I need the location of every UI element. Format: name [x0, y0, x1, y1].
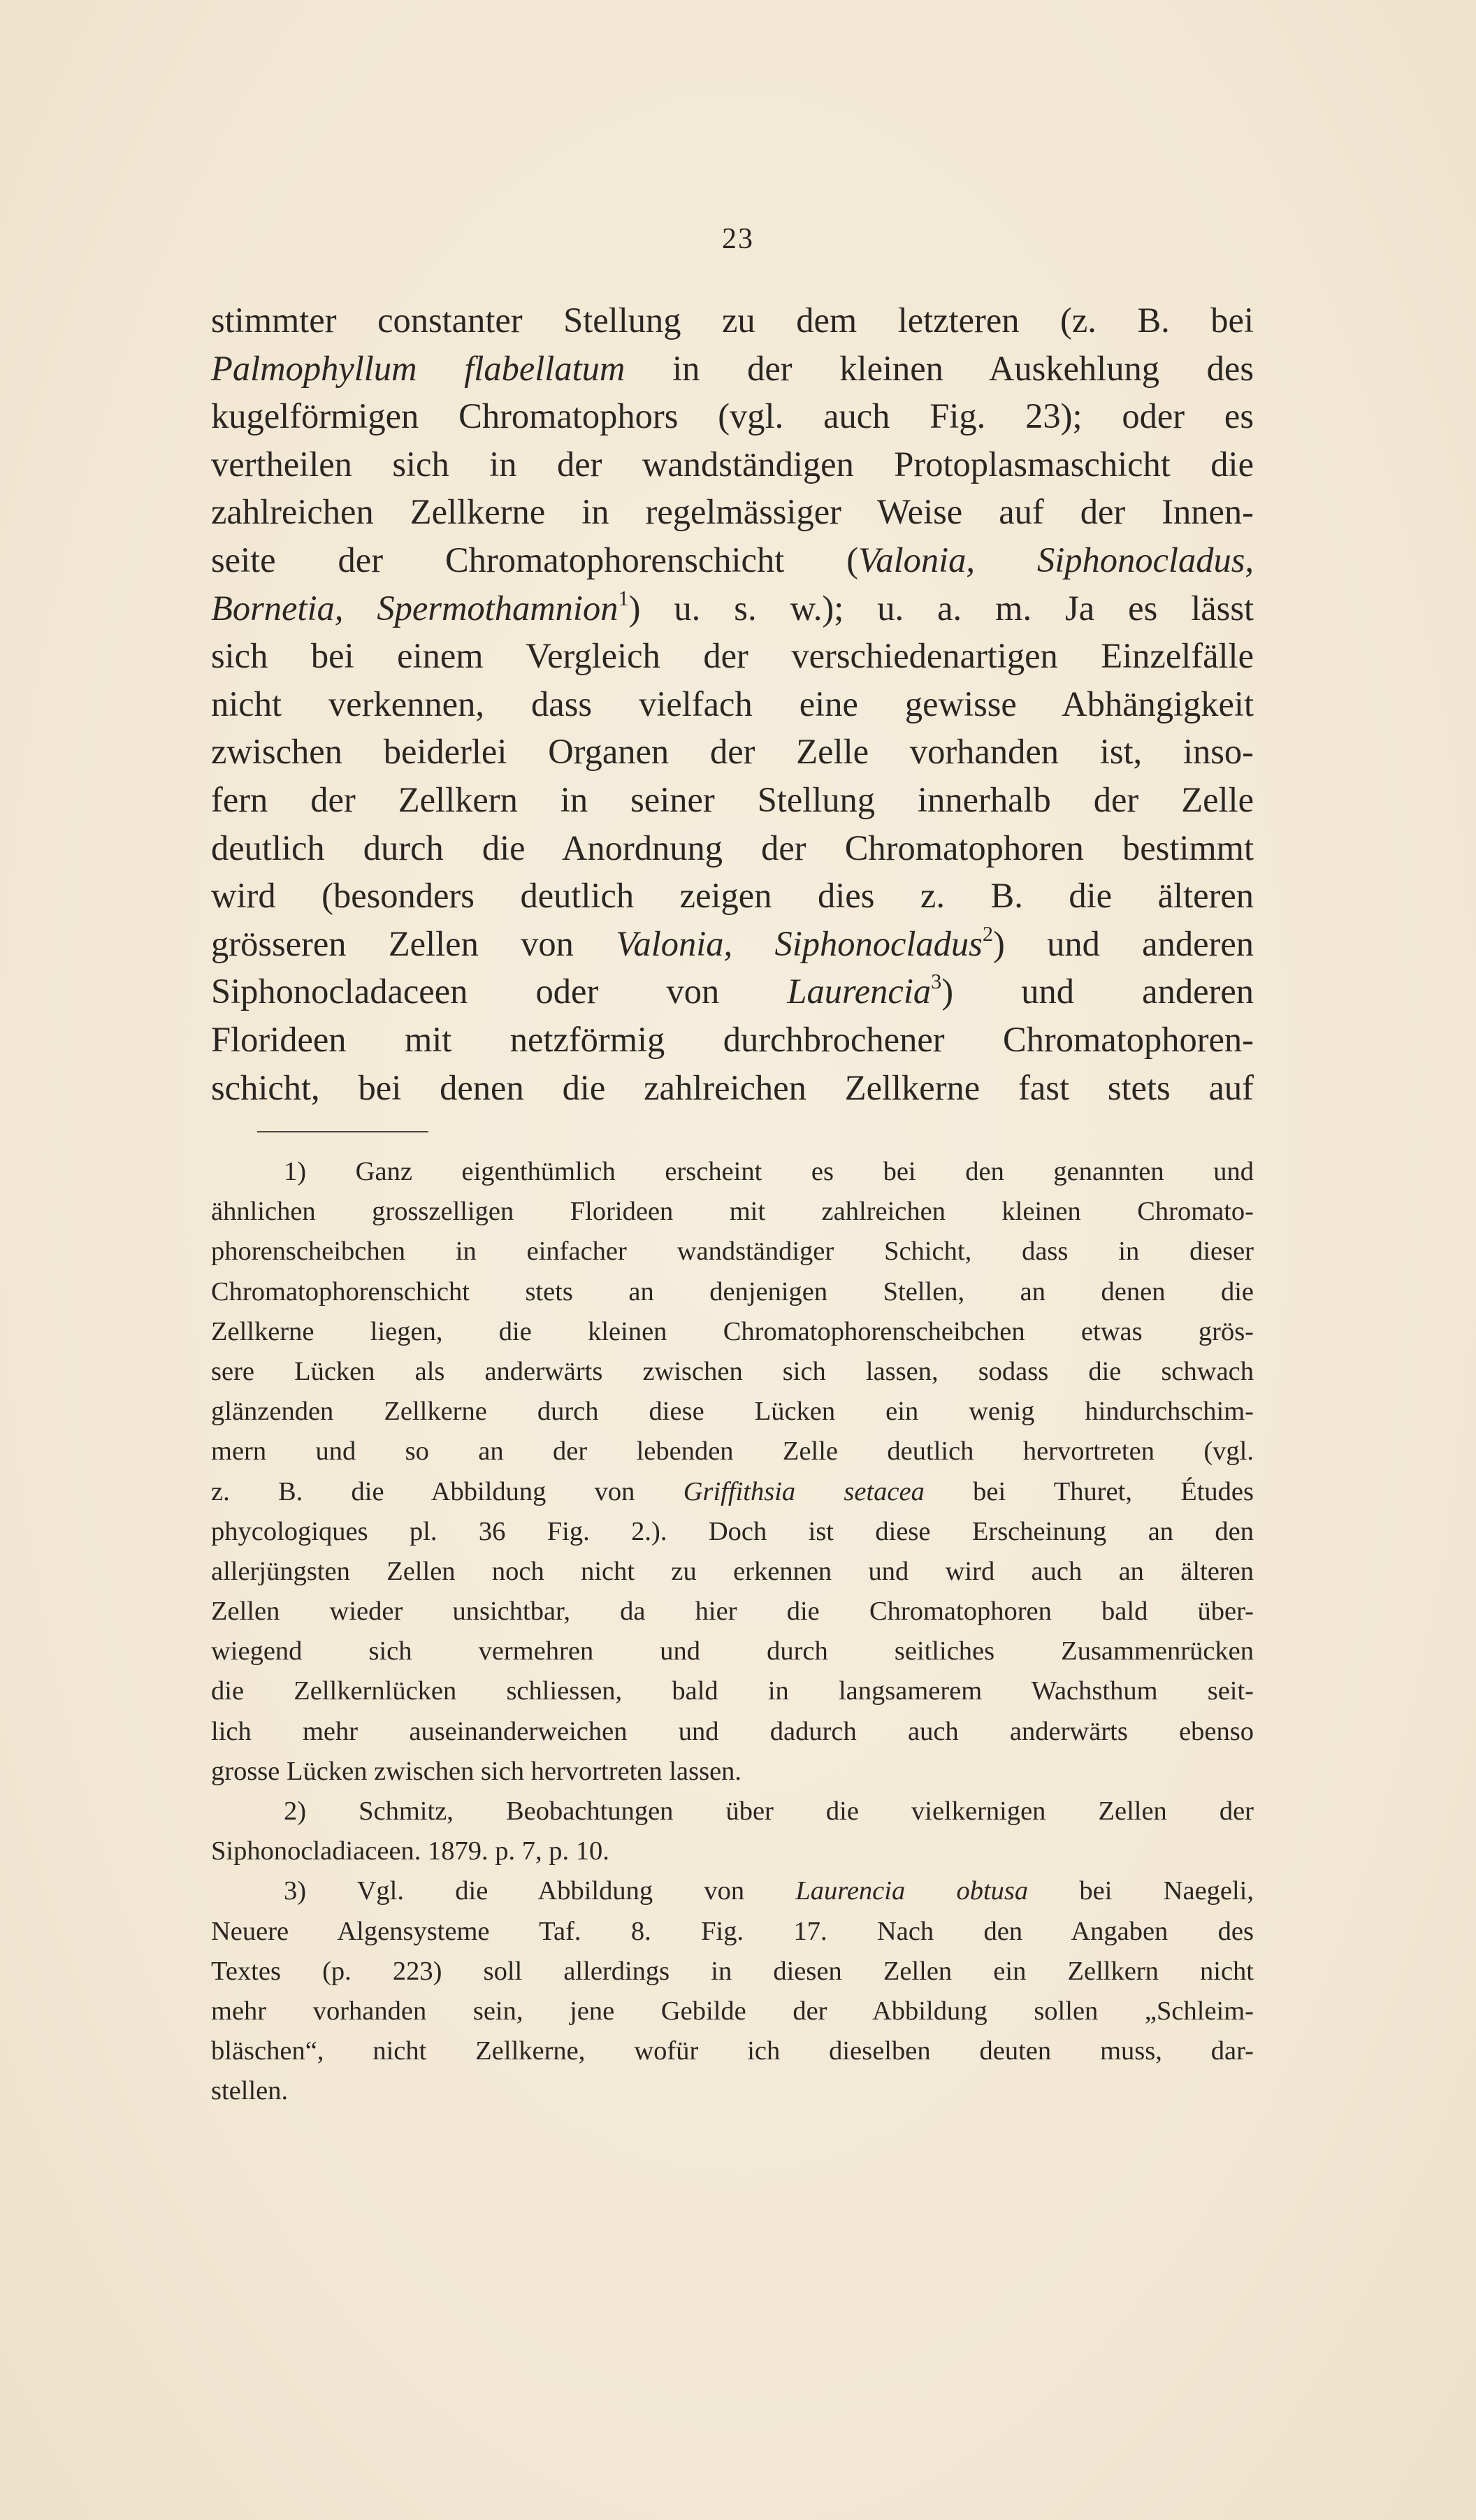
body-line: deutlich durch die Anordnung der Chromatophoren bestimmt	[211, 828, 1254, 867]
footnote-line: Chromatophorenschicht stets an denjenigen Stellen, an denen die	[211, 1276, 1254, 1306]
footnote-line: mehr vorhanden sein, jene Gebilde der Abbildung sollen „Schleim-	[211, 1996, 1254, 2026]
footnote-line: Siphonocladiaceen. 1879. p. 7, p. 10.	[211, 1836, 609, 1866]
footnote-line: z. B. die Abbildung von Griffithsia setacea bei Thuret, Études	[211, 1476, 1254, 1506]
footnote-line: 2) Schmitz, Beobachtungen über die vielkernigen Zellen der	[284, 1797, 1254, 1826]
body-line: Bornetia, Spermothamnion$^1$) u. s. w.); u. a. m. Ja es lässt	[211, 586, 1254, 628]
footnote-line: Neuere Algensysteme Taf. 8. Fig. 17. Nach den Angaben des	[211, 1916, 1254, 1946]
footnote-line: wiegend sich vermehren und durch seitliches Zusammenrücken	[211, 1636, 1254, 1666]
footnote-line: ähnlichen grosszelligen Florideen mit zahlreichen kleinen Chromato-	[211, 1197, 1254, 1227]
footnote-line: glänzenden Zellkerne durch diese Lücken ein wenig hindurchschim-	[211, 1397, 1254, 1427]
footnote-line: Zellen wieder unsichtbar, da hier die Chromatophoren bald über-	[211, 1597, 1254, 1627]
footnotes	[211, 1152, 1254, 2112]
body-line: seite der Chromatophorenschicht (Valonia, Siphonocladus,	[211, 540, 1254, 579]
page-number: 23	[722, 223, 754, 255]
footnote-line: phorenscheibchen in einfacher wandständiger Schicht, dass in dieser	[211, 1237, 1254, 1267]
footnote-line: lich mehr auseinanderweichen und dadurch auch anderwärts ebenso	[211, 1716, 1254, 1746]
body-line: zwischen beiderlei Organen der Zelle vorhanden ist, inso-	[211, 732, 1254, 772]
body-line: kugelförmigen Chromatophors (vgl. auch Fig. 23); oder es	[211, 396, 1254, 436]
body-line: fern der Zellkern in seiner Stellung innerhalb der Zelle	[211, 779, 1254, 819]
body-line: stimmter constanter Stellung zu dem letzteren (z. B. bei	[211, 301, 1254, 340]
body-line: grösseren Zellen von Valonia, Siphonocladus$^2$) und anderen	[211, 921, 1254, 963]
body-line: nicht verkennen, dass vielfach eine gewisse Abhängigkeit	[211, 684, 1254, 723]
footnote-line: 1) Ganz eigenthümlich erscheint es bei den genannten und	[284, 1157, 1254, 1186]
body-text	[211, 296, 1254, 1111]
body-line: Siphonocladaceen oder von Laurencia$^3$) und anderen	[211, 970, 1254, 1011]
footnote-line: phycologiques pl. 36 Fig. 2.). Doch ist diese Erscheinung an den	[211, 1516, 1254, 1546]
body-line: schicht, bei denen die zahlreichen Zellkerne fast stets auf	[211, 1067, 1254, 1107]
footnote-separator	[257, 1131, 428, 1132]
body-line: sich bei einem Vergleich der verschiedenartigen Einzelfälle	[211, 636, 1254, 676]
body-line: vertheilen sich in der wandständigen Protoplasmaschicht die	[211, 444, 1254, 484]
body-line: Palmophyllum flabellatum in der kleinen Auskehlung des	[211, 348, 1254, 388]
footnote-line: stellen.	[211, 2076, 289, 2106]
footnote-line: allerjüngsten Zellen noch nicht zu erkennen und wird auch an älteren	[211, 1556, 1254, 1586]
footnote-line: Textes (p. 223) soll allerdings in diesen Zellen ein Zellkern nicht	[211, 1956, 1254, 1986]
footnote-line: bläschen“, nicht Zellkerne, wofür ich dieselben deuten muss, dar-	[211, 2036, 1254, 2066]
footnote-line: 3) Vgl. die Abbildung von Laurencia obtusa bei Naegeli,	[284, 1876, 1254, 1906]
footnote-line: die Zellkernlücken schliessen, bald in langsamerem Wachsthum seit-	[211, 1676, 1254, 1706]
body-line: zahlreichen Zellkerne in regelmässiger Weise auf der Innen-	[211, 492, 1254, 532]
body-line: wird (besonders deutlich zeigen dies z. B. die älteren	[211, 876, 1254, 916]
footnote-line: sere Lücken als anderwärts zwischen sich lassen, sodass die schwach	[211, 1356, 1254, 1386]
footnote-line: Zellkerne liegen, die kleinen Chromatophorenscheibchen etwas grös-	[211, 1316, 1254, 1346]
footnote-line: grosse Lücken zwischen sich hervortreten lassen.	[211, 1756, 742, 1786]
body-line: Florideen mit netzförmig durchbrochener Chromatophoren-	[211, 1019, 1254, 1059]
footnote-line: mern und so an der lebenden Zelle deutlich hervortreten (vgl.	[211, 1437, 1254, 1467]
